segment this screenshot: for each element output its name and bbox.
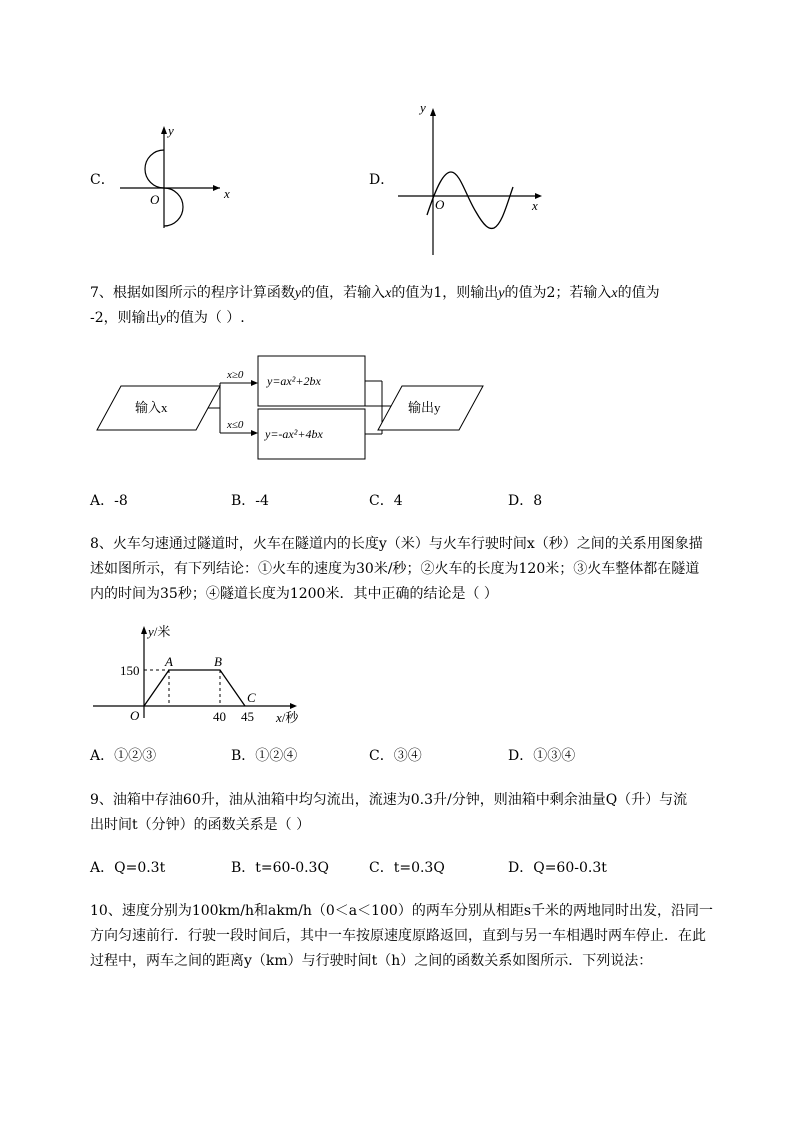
x-tick-40: 40	[213, 709, 226, 724]
option-d-graph	[390, 100, 555, 260]
top-arrowhead	[251, 380, 258, 386]
q9-line-1: 9、油箱中存油60升，油从油箱中均匀流出，流速为0.3升/分钟，则油箱中剩余油量Q（升）与流	[90, 792, 688, 808]
input-label: 输入x	[135, 400, 168, 415]
q8-line-3: 内的时间为35秒；④隧道长度为1200米．其中正确的结论是（ ）	[90, 586, 498, 602]
formula-bottom: y=-ax²+4bx	[265, 427, 323, 441]
formula-top: y=ax²+2bx	[267, 374, 321, 388]
q7-option-a[interactable]: A．-8	[90, 493, 128, 509]
graph-line	[144, 670, 245, 706]
option-c-graph	[110, 118, 250, 233]
y-axis-label: y	[420, 100, 426, 115]
x-axis-label: x	[532, 198, 538, 213]
q8-option-b[interactable]: B．①②④	[231, 748, 298, 764]
y-axis-arrow	[430, 108, 436, 116]
q7-option-c[interactable]: C．4	[369, 493, 403, 509]
q10-line-3: 过程中，两车之间的距离y（km）与行驶时间t（h）之间的函数关系如图所示．下列说法：	[90, 953, 653, 969]
q8-line-2: 述如图所示，有下列结论：①火车的速度为30米/秒；②火车的长度为120米；③火车整体都在隧道	[90, 561, 700, 577]
q8-option-c[interactable]: C．③④	[369, 748, 422, 764]
upper-semicircle	[145, 150, 164, 188]
point-c-label: C	[247, 690, 256, 705]
y-axis-label: y/米	[148, 624, 171, 639]
y-axis-arrow	[161, 126, 167, 134]
option-d-label[interactable]: D．	[369, 172, 395, 188]
q7-line-2: -2，则输出y的值为（ ）.	[90, 310, 245, 326]
x-axis-label: x	[224, 186, 230, 201]
y-tick-150: 150	[120, 663, 140, 678]
x-axis-arrow	[290, 703, 297, 709]
q8-graph	[90, 618, 330, 730]
y-axis-label: y	[168, 123, 174, 138]
x-tick-45: 45	[241, 709, 254, 724]
q9-option-d[interactable]: D．Q=60-0.3t	[508, 860, 607, 876]
origin-label: O	[150, 192, 160, 207]
lower-semicircle	[164, 188, 183, 226]
q10-line-1: 10、速度分别为100km/h和akm/h（0＜a＜100）的两车分别从相距s千米的两地同时出发，沿同一	[90, 903, 714, 919]
point-b-label: B	[214, 654, 222, 669]
condition-bottom: x≤0	[227, 419, 244, 431]
x-axis-arrow	[213, 185, 220, 191]
point-a-label: A	[165, 654, 173, 669]
q8-line-1: 8、火车匀速通过隧道时，火车在隧道内的长度y（米）与火车行驶时间x（秒）之间的关系用图象描	[90, 536, 703, 552]
q9-option-a[interactable]: A．Q=0.3t	[90, 860, 166, 876]
q8-option-a[interactable]: A．①②③	[90, 748, 157, 764]
q9-option-c[interactable]: C．t=0.3Q	[369, 860, 445, 876]
y-axis-arrow	[141, 626, 147, 634]
option-c-label[interactable]: C．	[90, 172, 115, 188]
q9-line-2: 出时间t（分钟）的函数关系是（ ）	[90, 817, 311, 833]
q7-flowchart	[95, 350, 495, 465]
q7-line-1: 7、根据如图所示的程序计算函数y的值，若输入x的值为1，则输出y的值为2；若输入x的值为	[90, 285, 660, 301]
condition-top: x≥0	[227, 369, 244, 381]
x-axis-label: x/秒	[276, 710, 299, 725]
q7-option-d[interactable]: D．8	[508, 493, 543, 509]
q8-option-d[interactable]: D．①③④	[508, 748, 576, 764]
origin-label: O	[435, 197, 445, 212]
q7-option-b[interactable]: B．-4	[231, 493, 269, 509]
origin-label: O	[130, 708, 140, 723]
q9-option-b[interactable]: B．t=60-0.3Q	[231, 860, 329, 876]
q10-line-2: 方向匀速前行．行驶一段时间后，其中一车按原速度原路返回，直到与另一车相遇时两车停止．在此	[90, 928, 706, 944]
bottom-arrowhead	[251, 430, 258, 436]
output-label: 输出y	[408, 400, 441, 415]
